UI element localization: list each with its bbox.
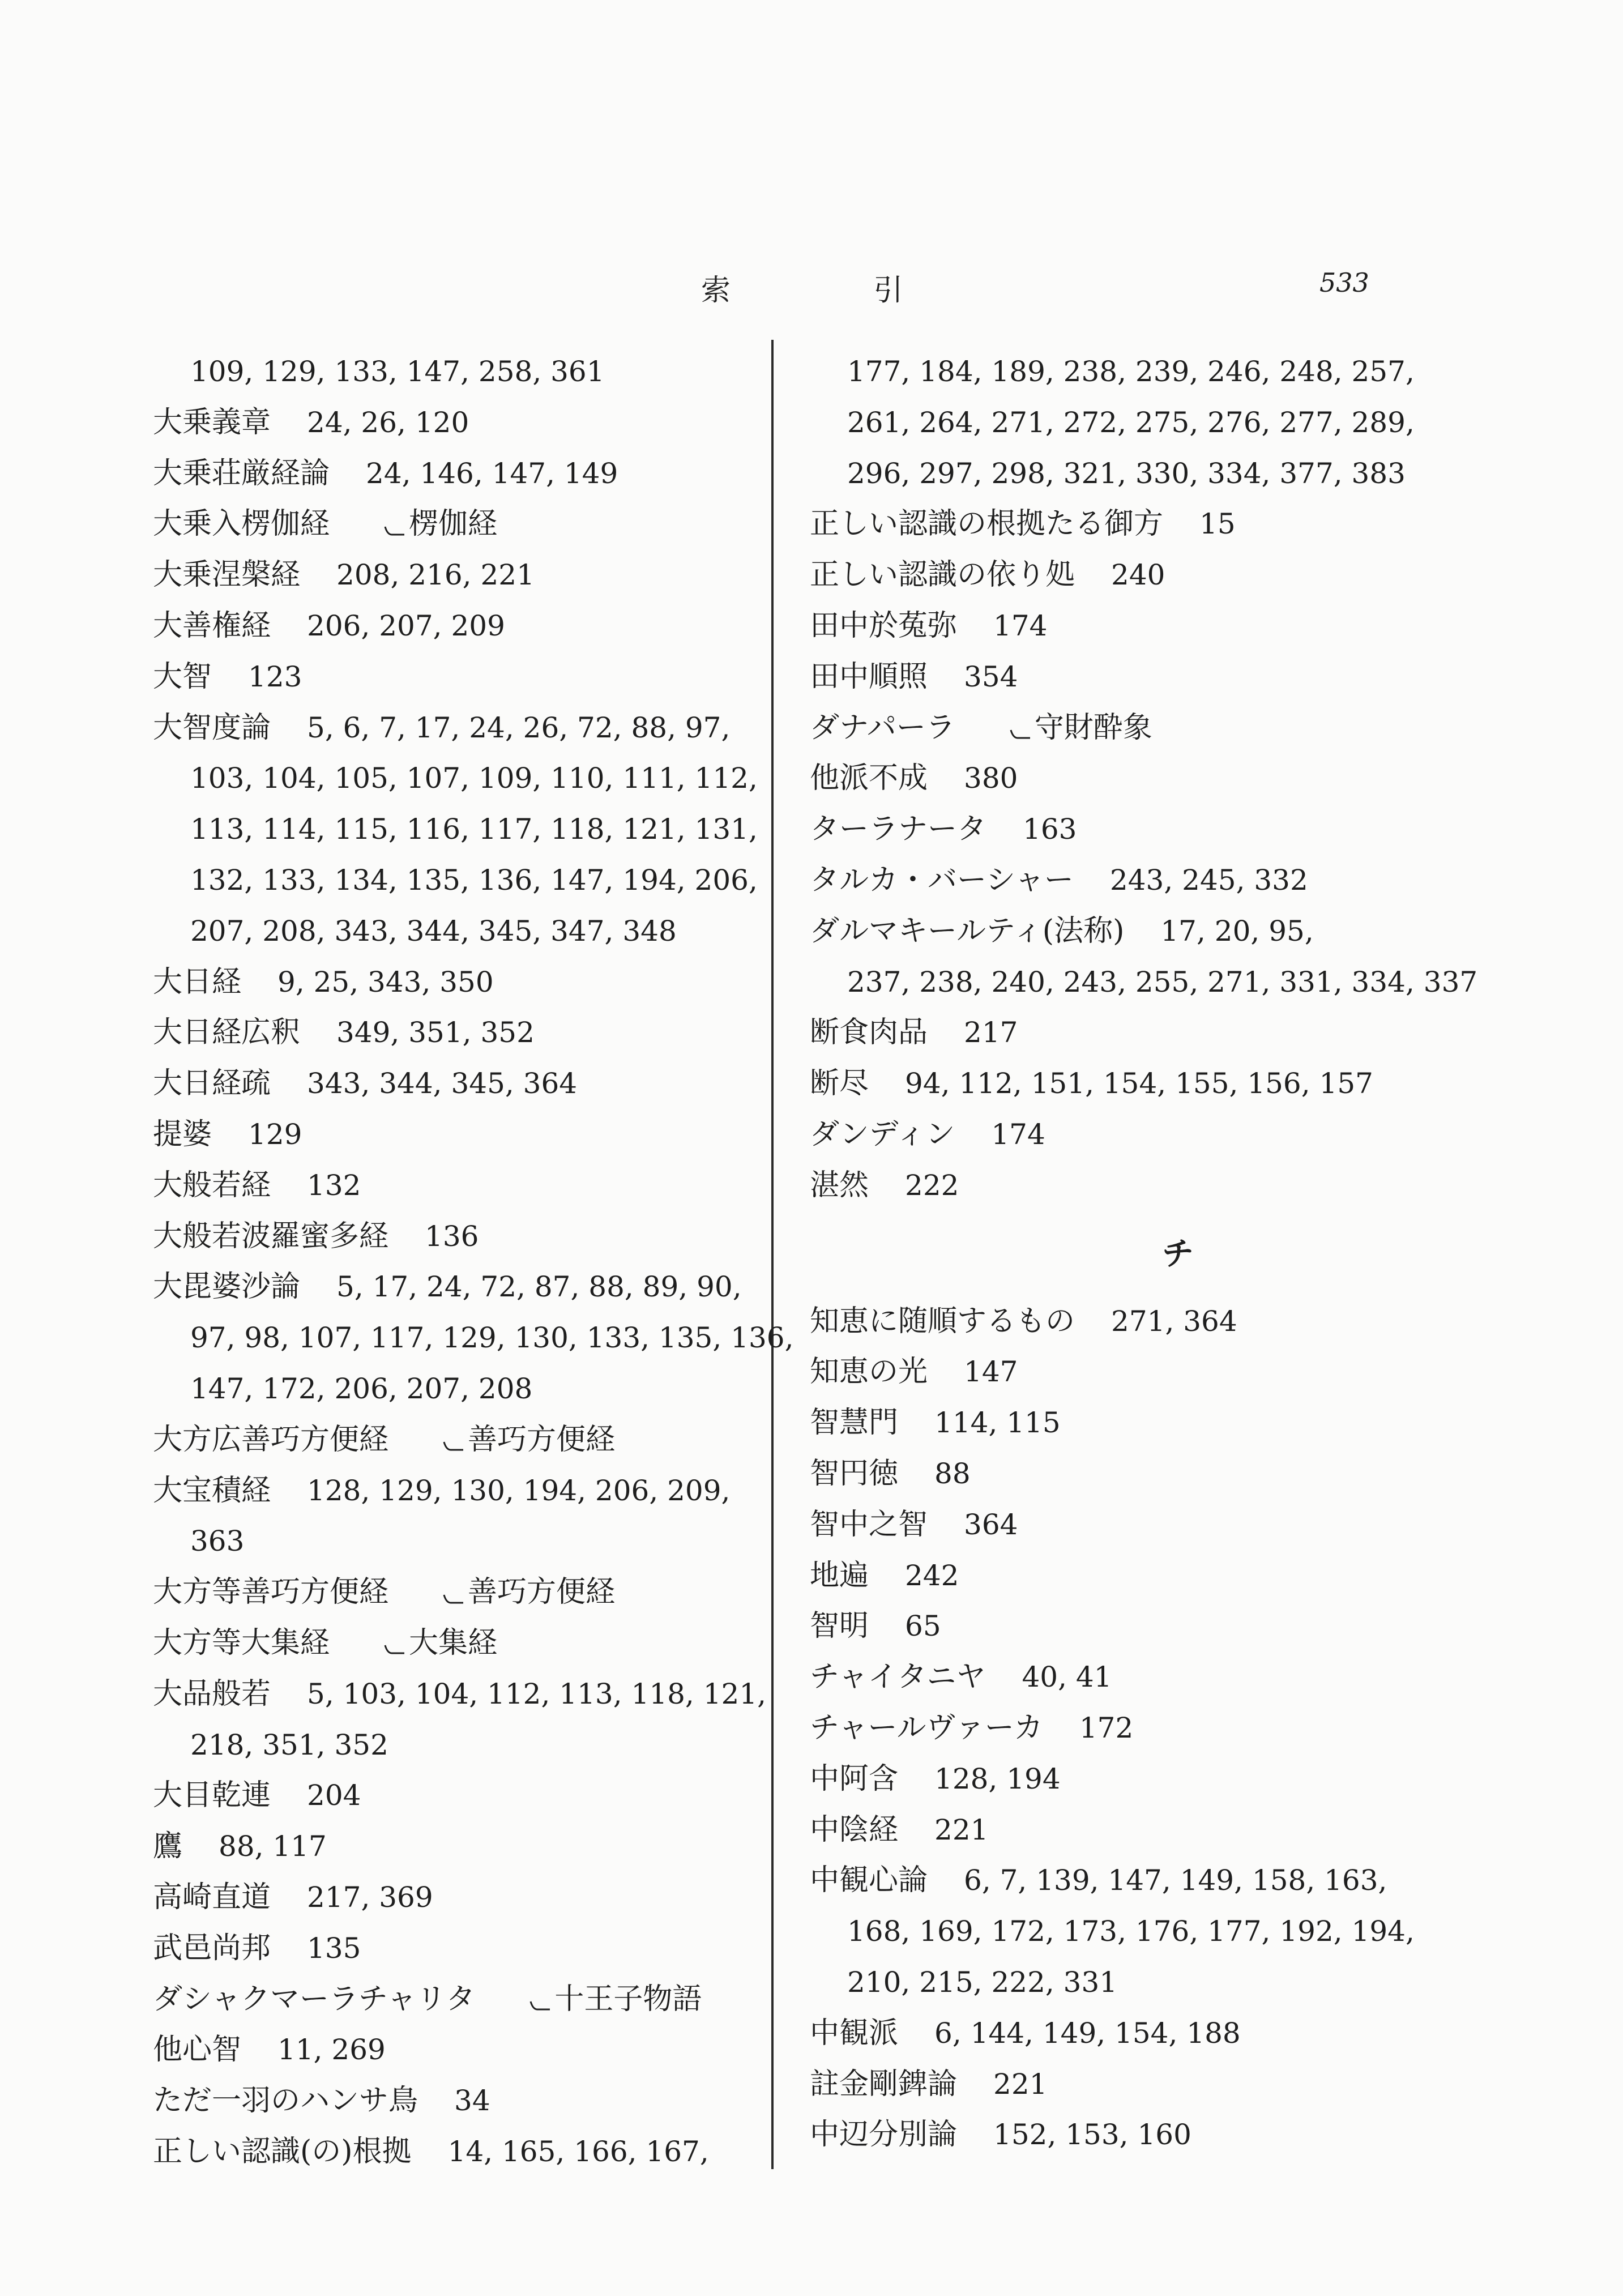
page-references: 40, 41	[1022, 1661, 1112, 1694]
page-references: 152, 153, 160	[993, 2118, 1191, 2152]
index-term: ダナパーラ	[810, 710, 955, 745]
index-entry	[810, 1500, 1484, 1551]
page-references: 147, 172, 206, 207, 208	[190, 1372, 533, 1405]
index-entry	[810, 1449, 1484, 1500]
page-references: 354	[964, 660, 1018, 693]
page-references: 128, 194	[934, 1762, 1061, 1795]
index-term: 断食肉品	[810, 1015, 928, 1050]
page-references: 24, 146, 147, 149	[366, 456, 618, 490]
page-references: 94, 112, 151, 154, 155, 156, 157	[905, 1067, 1373, 1100]
right-column	[810, 347, 1484, 2161]
index-entry	[810, 1160, 1484, 1211]
index-entry-continuation	[153, 753, 764, 804]
page-references: 174	[993, 609, 1048, 642]
page-references: 6, 144, 149, 154, 188	[934, 2016, 1241, 2050]
cross-reference-arrow-icon	[382, 1630, 407, 1653]
page-references: 128, 129, 130, 194, 206, 209,	[307, 1474, 731, 1507]
index-entry	[810, 499, 1484, 550]
page-references: 5, 17, 24, 72, 87, 88, 89, 90,	[336, 1270, 742, 1304]
index-term: ターラナータ	[810, 812, 987, 847]
page-references: 132, 133, 134, 135, 136, 147, 194, 206,	[190, 863, 758, 897]
index-entry	[810, 1805, 1484, 1856]
index-term: ただ一羽のハンサ鳥	[153, 2084, 418, 2118]
cross-reference-target	[382, 499, 497, 550]
index-entry	[810, 804, 1484, 855]
index-entry	[153, 1109, 764, 1160]
index-entry	[153, 398, 764, 449]
index-term: ダシャクマーラチャリタ	[153, 1982, 476, 2016]
index-entry-continuation	[810, 398, 1484, 449]
index-entry	[810, 1652, 1484, 1703]
index-entry-continuation	[153, 855, 764, 906]
index-term: 大般若経	[153, 1168, 271, 1202]
index-entry	[153, 1821, 764, 1872]
page-references: 243, 245, 332	[1109, 863, 1308, 897]
index-entry-continuation	[810, 449, 1484, 500]
page-references: 5, 6, 7, 17, 24, 26, 72, 88, 97,	[307, 711, 731, 744]
page-references: 136	[425, 1219, 479, 1253]
index-term: 中阿含	[810, 1761, 899, 1796]
index-term: 他派不成	[810, 761, 928, 796]
index-term: 中観心論	[810, 1863, 928, 1898]
index-term: チャイタニヤ	[810, 1660, 986, 1695]
page-references: 168, 169, 172, 173, 176, 177, 192, 194,	[847, 1915, 1415, 1948]
page-references: 172	[1079, 1711, 1134, 1744]
index-term: 知恵の光	[810, 1355, 928, 1389]
cross-reference-arrow-icon	[382, 511, 407, 534]
page-references: 6, 7, 139, 147, 149, 158, 163,	[964, 1864, 1387, 1897]
page-references: 88, 117	[219, 1830, 327, 1863]
page-references: 113, 114, 115, 116, 117, 118, 121, 131,	[190, 813, 758, 846]
index-term: 大日経広釈	[153, 1015, 301, 1050]
index-entry	[810, 601, 1484, 652]
index-entry	[810, 652, 1484, 703]
index-term: 他心智	[153, 2033, 242, 2067]
page-references: 206, 207, 209	[307, 609, 505, 642]
index-term: 提婆	[153, 1117, 212, 1151]
left-column	[153, 347, 794, 2178]
cross-reference-arrow-icon	[441, 1427, 465, 1449]
cross-reference-label: 楞伽経	[409, 507, 498, 541]
cross-reference-target	[1007, 703, 1152, 754]
page-references: 204	[307, 1779, 361, 1812]
cross-reference-label: 十王子物語	[554, 1982, 702, 2016]
index-entry-continuation	[153, 1720, 764, 1771]
index-entry-continuation	[810, 957, 1484, 1008]
index-entry-continuation	[153, 1516, 764, 1567]
index-term: 田中於菟弥	[810, 608, 958, 643]
page-references: 88	[934, 1457, 971, 1490]
index-entry	[153, 1872, 764, 1923]
index-entry-continuation	[810, 1906, 1484, 1957]
index-cross-reference	[153, 1415, 764, 1466]
page-references: 210, 215, 222, 331	[847, 1965, 1118, 1999]
index-entry	[153, 652, 764, 703]
page-references: 9, 25, 343, 350	[277, 965, 494, 998]
index-term: 地遍	[810, 1558, 869, 1593]
index-entry	[153, 449, 764, 500]
index-term: 中陰経	[810, 1812, 899, 1847]
index-term: ダンディン	[810, 1117, 955, 1151]
index-entry-continuation	[153, 906, 764, 957]
index-term: 大方等大集経	[153, 1625, 330, 1660]
index-entry	[153, 550, 764, 601]
index-section-heading: チ	[1162, 1235, 1194, 1273]
cross-reference-target	[527, 1974, 702, 2025]
index-term: 大乗涅槃経	[153, 558, 301, 592]
index-term: 智慧門	[810, 1406, 899, 1440]
index-entry	[810, 2008, 1484, 2059]
index-cross-reference	[153, 499, 764, 550]
cross-reference-label: 大集経	[409, 1625, 498, 1660]
index-term: 大般若波羅蜜多経	[153, 1219, 389, 1253]
page-references: 218, 351, 352	[190, 1728, 388, 1761]
index-term: 正しい認識(の)根拠	[153, 2134, 412, 2169]
index-term: 智明	[810, 1609, 869, 1644]
index-cross-reference	[153, 1974, 764, 2025]
page-references: 174	[991, 1117, 1045, 1151]
index-entry	[810, 1296, 1484, 1347]
page-references: 65	[905, 1610, 941, 1643]
page-references: 242	[905, 1559, 959, 1592]
index-term: 大智度論	[153, 710, 271, 745]
index-entry	[810, 855, 1484, 906]
index-term: 大日経	[153, 965, 242, 999]
page-references: 11, 269	[277, 2033, 386, 2067]
page-references: 207, 208, 343, 344, 345, 347, 348	[190, 914, 677, 948]
index-cross-reference	[810, 703, 1484, 754]
index-entry-continuation	[153, 1313, 794, 1364]
page-references: 147	[964, 1355, 1018, 1389]
index-entry	[810, 1398, 1484, 1449]
index-entry-continuation	[153, 347, 764, 398]
cross-reference-label: 善巧方便経	[468, 1575, 616, 1610]
page-references: 135	[307, 1931, 361, 1965]
page-references: 17, 20, 95,	[1160, 914, 1314, 948]
page-references: 380	[964, 762, 1018, 795]
index-entry	[810, 2059, 1484, 2110]
index-term: 正しい認識の依り処	[810, 558, 1075, 592]
page-number: 533	[1319, 267, 1369, 298]
cross-reference-target	[441, 1415, 615, 1466]
index-entry	[153, 1059, 764, 1109]
page-references: 363	[190, 1525, 245, 1558]
index-term: 鷹	[153, 1829, 183, 1864]
index-term: 大方等善巧方便経	[153, 1575, 389, 1610]
cross-reference-label: 守財酔象	[1034, 710, 1152, 745]
index-entry	[153, 1262, 764, 1313]
cross-reference-label: 善巧方便経	[468, 1422, 616, 1457]
index-entry	[810, 550, 1484, 601]
page-references: 221	[993, 2067, 1048, 2101]
index-term: 大乗義章	[153, 405, 271, 439]
index-term: 智中之智	[810, 1507, 928, 1542]
index-term: 智円徳	[810, 1456, 899, 1491]
index-term: 大毘婆沙論	[153, 1270, 301, 1304]
index-entry	[153, 2025, 764, 2076]
index-term: 大乗入楞伽経	[153, 507, 330, 541]
index-term: 大目乾連	[153, 1778, 271, 1813]
page-references: 129	[248, 1117, 302, 1151]
index-entry	[153, 2127, 764, 2178]
index-term: 大方広善巧方便経	[153, 1422, 389, 1457]
index-entry	[810, 2110, 1484, 2161]
index-term: 大日経疏	[153, 1066, 271, 1101]
page-references: 221	[934, 1813, 989, 1846]
page-references: 343, 344, 345, 364	[307, 1067, 578, 1100]
index-term: 正しい認識の根拠たる御方	[810, 507, 1164, 541]
cross-reference-target	[382, 1618, 497, 1669]
page-references: 103, 104, 105, 107, 109, 110, 111, 112,	[190, 762, 758, 795]
index-term: 高崎直道	[153, 1880, 271, 1914]
index-entry	[153, 1466, 764, 1517]
page-references: 97, 98, 107, 117, 129, 130, 133, 135, 136,	[190, 1321, 794, 1355]
page-references: 177, 184, 189, 238, 239, 246, 248, 257,	[847, 355, 1415, 388]
index-entry	[153, 1669, 767, 1720]
page-references: 109, 129, 133, 147, 258, 361	[190, 355, 605, 388]
index-term: タルカ・バーシャー	[810, 863, 1074, 897]
page-references: 123	[248, 660, 302, 693]
index-entry-continuation	[810, 347, 1484, 398]
page-references: 15	[1199, 507, 1236, 541]
index-entry	[810, 1347, 1484, 1398]
cross-reference-target	[441, 1567, 615, 1618]
index-term: 断尽	[810, 1066, 869, 1101]
index-term: 大品般若	[153, 1676, 271, 1711]
index-entry	[810, 906, 1484, 957]
cross-reference-arrow-icon	[441, 1580, 465, 1602]
page-references: 24, 26, 120	[307, 406, 469, 439]
page-references: 34	[454, 2084, 490, 2118]
index-entry	[810, 1754, 1484, 1805]
index-term: 大宝積経	[153, 1473, 271, 1508]
index-cross-reference	[153, 1618, 764, 1669]
index-entry	[153, 1008, 764, 1059]
index-term: ダルマキールティ(法称)	[810, 914, 1125, 948]
index-entry	[153, 1211, 764, 1262]
page-references: 364	[964, 1508, 1018, 1541]
index-term: 知恵に随順するもの	[810, 1304, 1075, 1338]
index-entry	[153, 1923, 764, 1974]
page-references: 222	[905, 1168, 959, 1202]
index-term: 中辺分別論	[810, 2118, 958, 2152]
page-references: 261, 264, 271, 272, 275, 276, 277, 289,	[847, 406, 1415, 439]
page-references: 217	[964, 1016, 1018, 1049]
index-entry	[810, 1551, 1484, 1602]
index-term: チャールヴァーカ	[810, 1710, 1043, 1745]
index-term: 湛然	[810, 1168, 869, 1202]
index-entry	[153, 703, 764, 754]
index-cross-reference	[153, 1567, 764, 1618]
index-entry	[153, 1770, 764, 1821]
page-references: 5, 103, 104, 112, 113, 118, 121,	[307, 1677, 767, 1710]
page-references: 163	[1023, 813, 1077, 846]
index-term: 中観派	[810, 2016, 899, 2050]
index-term: 註金剛錍論	[810, 2067, 958, 2101]
index-entry	[810, 1703, 1484, 1754]
page-references: 114, 115	[934, 1406, 1061, 1440]
index-entry-continuation	[810, 1957, 1484, 2008]
index-entry-continuation	[153, 804, 764, 855]
index-entry	[810, 1008, 1484, 1059]
page-references: 240	[1111, 558, 1165, 592]
index-term: 武邑尚邦	[153, 1931, 271, 1965]
index-entry	[153, 1160, 764, 1211]
index-term: 大善権経	[153, 608, 271, 643]
index-entry	[810, 1601, 1484, 1652]
page-references: 208, 216, 221	[336, 558, 535, 592]
index-term: 大智	[153, 659, 212, 694]
page-references: 271, 364	[1111, 1304, 1237, 1338]
cross-reference-arrow-icon	[527, 1986, 552, 2009]
page-references: 132	[307, 1168, 361, 1202]
column-divider	[771, 340, 774, 2169]
index-entry	[810, 1059, 1484, 1109]
index-entry	[810, 753, 1484, 804]
index-entry	[153, 2076, 764, 2127]
index-term: 大乗荘厳経論	[153, 456, 330, 490]
page-references: 296, 297, 298, 321, 330, 334, 377, 383	[847, 456, 1406, 490]
index-entry	[810, 1109, 1484, 1160]
index-entry	[810, 1855, 1484, 1906]
index-entry	[153, 957, 764, 1008]
index-entry	[153, 601, 764, 652]
index-term: 田中順照	[810, 659, 928, 694]
page-references: 14, 165, 166, 167,	[447, 2135, 709, 2168]
page-references: 237, 238, 240, 243, 255, 271, 331, 334, 337	[847, 965, 1478, 998]
index-entry-continuation	[153, 1364, 764, 1415]
page-references: 217, 369	[307, 1880, 433, 1914]
page-references: 349, 351, 352	[336, 1016, 535, 1049]
page-title: 索 引	[701, 274, 970, 308]
cross-reference-arrow-icon	[1007, 715, 1032, 737]
